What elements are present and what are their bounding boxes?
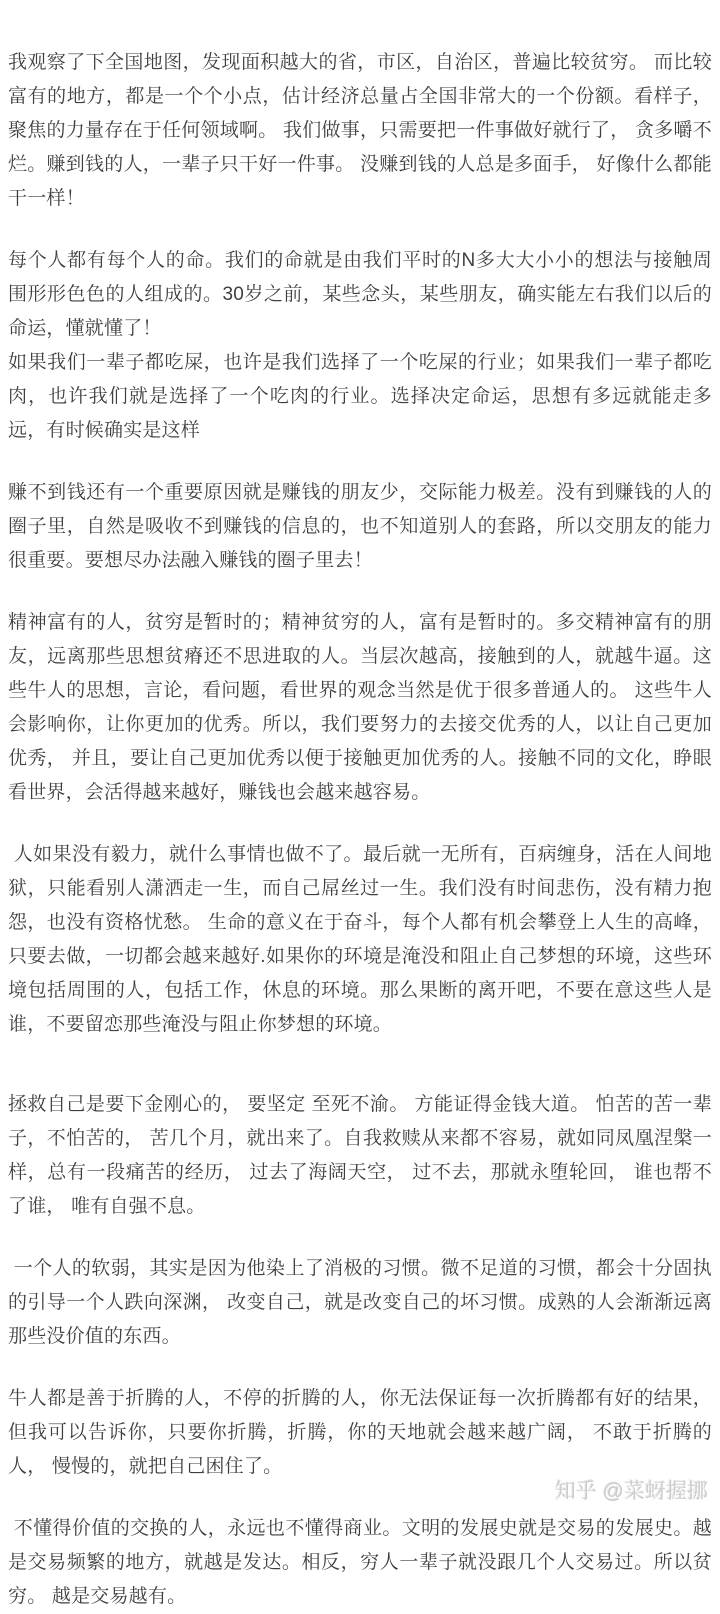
paragraph: 不懂得价值的交换的人，永远也不懂得商业。文明的发展史就是交易的发展史。越是交易频繁的地方，就越是发达。相反，穷人一辈子就没跟几个人交易过。所以贫穷。 越是交易越有。 (8, 1518, 712, 1607)
paragraph: 牛人都是善于折腾的人，不停的折腾的人，你无法保证每一次折腾都有好的结果， 但我可以告诉你，只要你折腾，折腾，你的天地就会越来越广阔， 不敢于折腾的人， 慢慢的，就把自己困住了。 (8, 1388, 718, 1477)
paragraph: 一个人的软弱，其实是因为他染上了消极的习惯。微不足道的习惯，都会十分固执的引导一个人跌向深渊， 改变自己，就是改变自己的坏习惯。成熟的人会渐渐远离那些没价值的东西。 (8, 1258, 712, 1347)
paragraph: 我观察了下全国地图，发现面积越大的省，市区，自治区，普遍比较贫穷。 而比较富有的地方，都是一个个小点，估计经济总量占全国非常大的一个份额。看样子，聚焦的力量存在于任何领域啊。 我们做事，只需要把一件事做好就行了， 贪多嚼不烂。赚到钱的人，一辈子只干好一件事。 没赚到钱的人总是多面手， 好像什么都能干一样！ (8, 52, 712, 209)
zhihu-watermark: 知乎 @菜蚜握挪 (554, 1480, 708, 1503)
paragraph: 精神富有的人，贫穷是暂时的；精神贫穷的人，富有是暂时的。多交精神富有的朋友，远离那些思想贫瘠还不思进取的人。当层次越高，接触到的人，就越牛逼。这些牛人的思想，言论，看问题，看世界的观念当然是优于很多普通人的。 这些牛人会影响你，让你更加的优秀。所以，我们要努力的去接交优秀的人，以让自己更加优秀， 并且，要让自己更加优秀以便于接触更加优秀的人。接触不同的文化，睁眼看世界，会活得越来越好，赚钱也会越来越容易。 (8, 612, 712, 803)
paragraph: 人如果没有毅力，就什么事情也做不了。最后就一无所有，百病缠身，活在人间地狱，只能看别人潇洒走一生，而自己屌丝过一生。我们没有时间悲伤，没有精力抱怨，也没有资格忧愁。 生命的意义在于奋斗，每个人都有机会攀登上人生的高峰，只要去做，一切都会越来越好.如果你的环境是淹没和阻止自己梦想的环境，这些环境包括周围的人，包括工作，休息的环境。那么果断的离开吧，不要在意这些人是谁，不要留恋那些淹没与阻止你梦想的环境。 (8, 844, 712, 1035)
paragraph: 拯救自己是要下金刚心的， 要坚定 至死不渝。 方能证得金钱大道。 怕苦的苦一辈子，不怕苦的， 苦几个月，就出来了。自我救赎从来都不容易，就如同凤凰涅槃一样，总有一段痛苦的经历， 过去了海阔天空， 过不去，那就永堕轮回， 谁也帮不了谁， 唯有自强不息。 (8, 1094, 712, 1217)
paragraph: 每个人都有每个人的命。我们的命就是由我们平时的N多大大小小的想法与接触周围形形色色的人组成的。30岁之前，某些念头，某些朋友，确实能左右我们以后的命运，懂就懂了！ (8, 250, 712, 339)
paragraph: 赚不到钱还有一个重要原因就是赚钱的朋友少，交际能力极差。没有到赚钱的人的圈子里，自然是吸收不到赚钱的信息的，也不知道别人的套路，所以交朋友的能力很重要。要想尽办法融入赚钱的圈子里去！ (8, 482, 712, 571)
paragraph: 如果我们一辈子都吃屎，也许是我们选择了一个吃屎的行业；如果我们一辈子都吃肉，也许我们就是选择了一个吃肉的行业。选择决定命运，思想有多远就能走多远，有时候确实是这样 (8, 352, 712, 441)
